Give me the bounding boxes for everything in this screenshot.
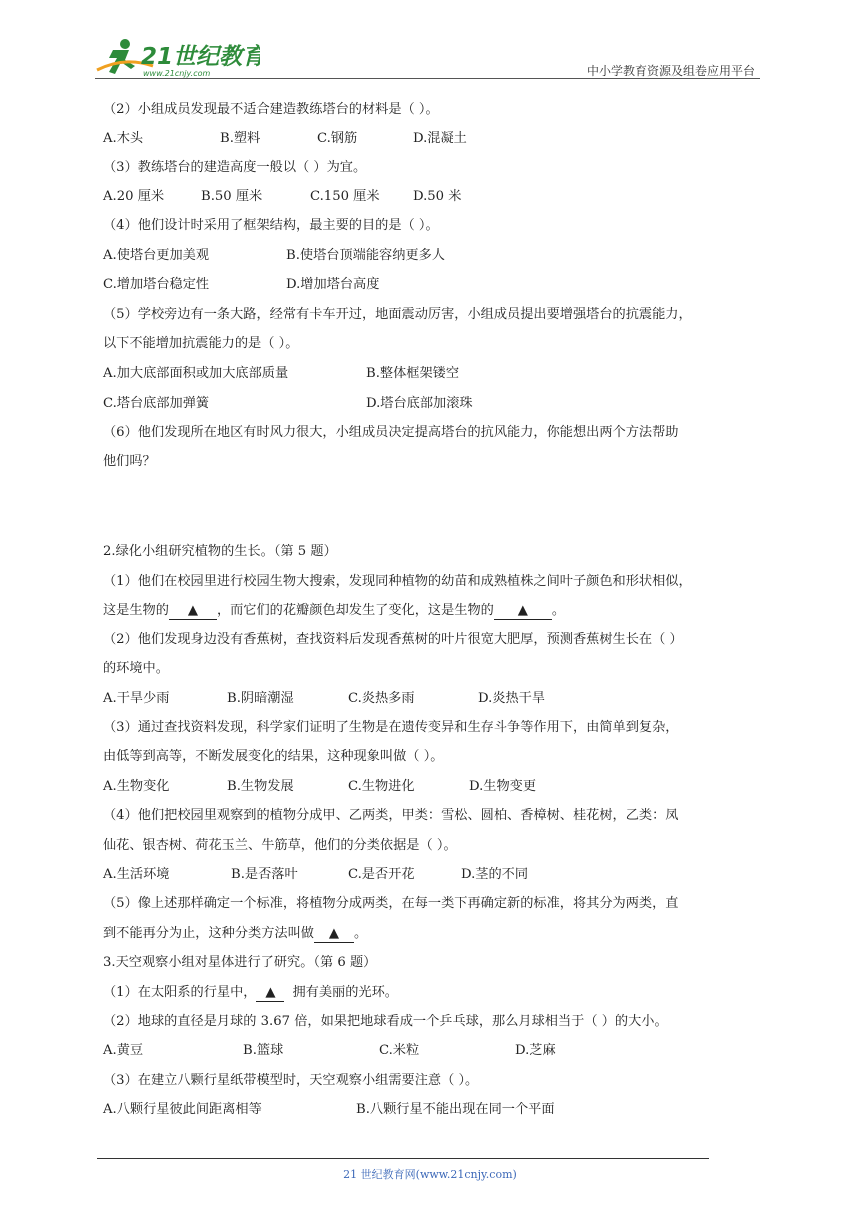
option-c: C.150 厘米 [310,189,380,204]
site-logo [95,36,260,82]
option-c: C.生物进化 [348,779,415,794]
option-a: A.干旱少雨 [103,691,170,706]
option-b: B.阴暗潮湿 [227,691,294,706]
option-c: C.米粒 [379,1043,420,1058]
q1-5-stem-line1: （5）学校旁边有一条大路，经常有卡车开过，地面震动厉害，小组成员提出要增强塔台的抗震能力， [103,307,692,322]
option-d: D.增加塔台高度 [286,277,380,292]
q2-3-stem-line2: 由低等到高等，不断发展变化的结果，这种现象叫做（ ）。 [103,749,444,764]
answer-blank: ▲ [314,926,354,943]
section-3-title: 3.天空观察小组对星体进行了研究。（第 6 题） [103,955,377,970]
option-c: C.钢筋 [317,131,358,146]
q1-4-stem: （4）他们设计时采用了框架结构，最主要的目的是（ ）。 [103,218,439,233]
option-a: A.加大底部面积或加大底部质量 [103,366,289,381]
section-2-title: 2.绿化小组研究植物的生长。（第 5 题） [103,544,337,559]
text-segment: 。 [354,926,368,941]
option-d: D.茎的不同 [461,867,529,882]
option-c: C.塔台底部加弹簧 [103,396,210,411]
option-b: B.生物发展 [227,779,294,794]
option-b: B.八颗行星不能出现在同一个平面 [356,1102,555,1117]
text-segment: 这是生物的 [103,603,169,618]
option-b: B.是否落叶 [231,867,298,882]
text-segment: 拥有美丽的光环。 [292,985,398,1000]
q2-1-stem-line2 [103,603,565,620]
q2-2-stem-line1: （2）他们发现身边没有香蕉树，查找资料后发现香蕉树的叶片很宽大肥厚，预测香蕉树生长在（ ） [103,632,683,647]
text-segment: 。 [551,603,566,618]
option-c: C.是否开花 [348,867,415,882]
logo-url: www.21cnjy.com [143,69,211,78]
option-d: D.炎热干旱 [478,691,546,706]
option-d: D.芝麻 [515,1043,556,1058]
runner-logo-icon [95,36,260,82]
option-b: B.塑料 [220,131,261,146]
platform-title: 中小学教育资源及组卷应用平台 [586,64,755,78]
option-a: A.黄豆 [103,1043,144,1058]
text-segment: 到不能再分为止，这种分类方法叫做 [103,926,314,941]
answer-blank: ▲ [256,985,284,1002]
q1-2-stem: （2）小组成员发现最不适合建造教练塔台的材料是（ ）。 [103,102,439,117]
option-c: C.增加塔台稳定性 [103,277,210,292]
answer-blank: ▲ [169,603,217,620]
option-d: D.塔台底部加滚珠 [366,396,473,411]
option-a: A.生物变化 [103,779,170,794]
option-b: B.50 厘米 [201,189,263,204]
q2-4-stem-line1: （4）他们把校园里观察到的植物分成甲、乙两类，甲类：雪松、圆柏、香樟树、桂花树，乙类：凤 [103,808,679,823]
q2-4-stem-line2: 仙花、银杏树、荷花玉兰、牛筋草，他们的分类依据是（ ）。 [103,838,457,853]
q3-2-stem: （2）地球的直径是月球的 3.67 倍，如果把地球看成一个乒乓球，那么月球相当于（ ）的大小。 [103,1014,668,1029]
option-a: A.生活环境 [103,867,170,882]
q1-6-stem-line1: （6）他们发现所在地区有时风力很大，小组成员决定提高塔台的抗风能力，你能想出两个方法帮助 [103,425,679,440]
q2-5-stem-line1: （5）像上述那样确定一个标准，将植物分成两类，在每一类下再确定新的标准，将其分为两类，直 [103,896,679,911]
q1-6-stem-line2: 他们吗？ [103,454,156,469]
option-d: D.50 米 [413,189,462,204]
q2-3-stem-line1: （3）通过查找资料发现，科学家们证明了生物是在遗传变异和生存斗争等作用下，由简单到复杂， [103,720,679,735]
q3-1-stem [103,985,398,1002]
option-b: B.整体框架镂空 [366,366,460,381]
q3-3-stem: （3）在建立八颗行星纸带模型时，天空观察小组需要注意（ ）。 [103,1073,479,1088]
answer-blank: ▲ [494,603,552,620]
text-segment: ，而它们的花瓣颜色却发生了变化，这是生物的 [216,603,494,618]
option-b: B.使塔台顶端能容纳更多人 [286,248,445,263]
option-c: C.炎热多雨 [348,691,415,706]
footer-text: 21 世纪教育网(www.21cnjy.com) [343,1168,517,1181]
q2-1-stem-line1: （1）他们在校园里进行校园生物大搜索，发现同种植物的幼苗和成熟植株之间叶子颜色和形状相似， [103,574,692,589]
option-a: A.20 厘米 [103,189,165,204]
option-a: A.使塔台更加美观 [103,248,210,263]
text-segment: （1）在太阳系的行星中， [103,985,257,1000]
option-b: B.篮球 [243,1043,284,1058]
option-a: A.木头 [103,131,144,146]
q1-5-stem-line2: 以下不能增加抗震能力的是（ ）。 [103,336,299,351]
q2-5-stem-line2 [103,926,367,943]
q2-2-stem-line2: 的环境中。 [103,661,169,676]
logo-text: 21世纪教育 [141,44,260,70]
option-a: A.八颗行星彼此间距离相等 [103,1102,262,1117]
option-d: D.生物变更 [469,779,537,794]
option-d: D.混凝土 [413,131,467,146]
q1-3-stem: （3）教练塔台的建造高度一般以（ ）为宜。 [103,160,367,175]
footer-divider [97,1158,709,1159]
header-divider [95,78,760,79]
